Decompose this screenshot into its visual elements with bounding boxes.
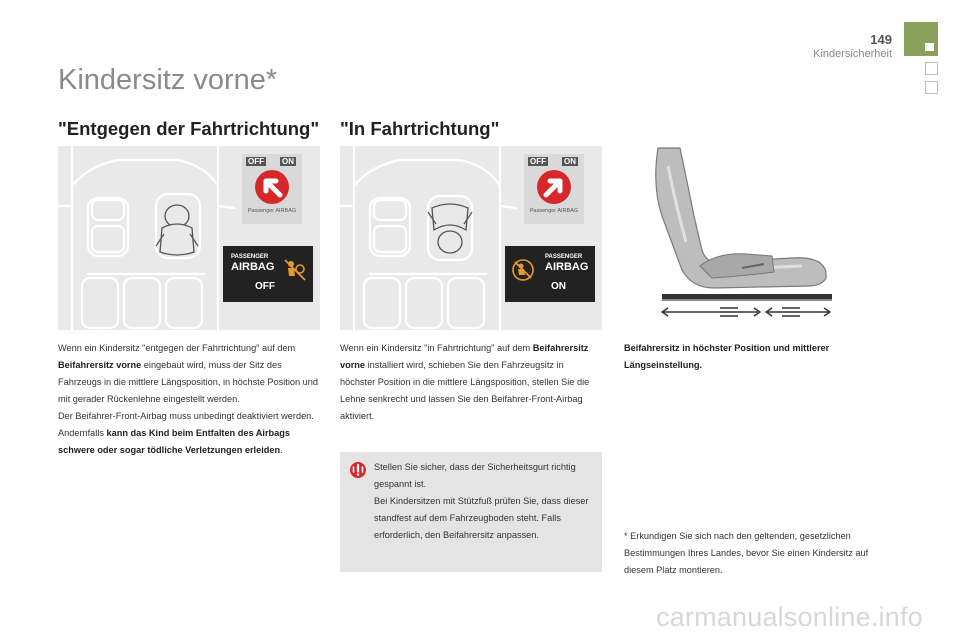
para1-bold: Beifahrersitz vorne [58,360,142,370]
para-bold: Beifahrersitz vorne [340,343,589,370]
rearward-seat-illustration [58,146,320,330]
switch-caption: Passenger AIRBAG [529,208,579,214]
para1-text-c: eingebaut wird, muss der Sitz des Fahrzeugs in die mittlere Längsposition, in höchste Position und mit gerader Rückenlehne eingestellt werden. [58,360,318,404]
switch-on-label: ON [564,157,576,166]
page-number: 149 [870,32,892,47]
passenger-airbag-off-icon [511,258,535,282]
indicator-line2: AIRBAG [545,261,589,273]
switch-caption: Passenger AIRBAG [247,208,297,214]
indicator-line1: PASSENGER [545,254,583,260]
airbag-indicator-on [505,246,595,302]
passenger-seat-side-illustration [622,146,834,324]
para2-text-a: Der Beifahrer-Front-Airbag muss unbedingt deaktiviert werden. Andernfalls [58,411,314,438]
switch-off-label: OFF [248,157,264,166]
indicator-state: OFF [255,281,275,292]
para2-bold: kann das Kind beim Entfalten des Airbags schwere oder sogar tödliche Verletzungen erleiden [58,428,290,455]
forward-instructions [340,340,598,425]
airbag-indicator-off [223,246,313,302]
airbag-switch-off-icon [254,169,290,205]
chapter-tab [904,22,938,56]
section-name: Kindersicherheit [813,48,892,60]
switch-on-label: ON [282,157,294,166]
warning-text [374,459,596,544]
footnote [624,528,894,579]
indicator-state: ON [551,281,566,292]
switch-off-label: OFF [530,157,546,166]
forward-seat-illustration [340,146,602,330]
footnote-text: Erkundigen Sie sich nach den geltenden, gesetzlichen Bestimmungen Ihres Landes, bevor Sie einen Kindersitz auf diesem Platz montieren. [624,531,869,575]
chapter-tab-mark [925,43,934,51]
passenger-airbag-off-icon [283,258,307,282]
footnote-star: * [624,531,628,541]
heading-forward: "In Fahrtrichtung" [340,118,500,139]
seat-side-view [622,146,834,324]
chapter-tab-empty-2 [925,81,938,94]
airbag-switch-middle [524,154,584,224]
para1-text-a: Wenn ein Kindersitz "entgegen der Fahrtrichtung" auf dem [58,343,296,353]
para-text-c: installiert wird, schieben Sie den Fahrzeugsitz in höchster Position in die mittlere Längsposition, stellen Sie die Lehne senkrecht und lassen Sie den Beifahrer-Front-Airbag aktiviert. [340,360,590,421]
indicator-line1: PASSENGER [231,254,269,260]
watermark: carmanualsonline.info [656,602,923,632]
para2-text-c: . [280,445,283,455]
airbag-switch-left [242,154,302,224]
warning-line1: Stellen Sie sicher, dass der Sicherheitsgurt richtig gespannt ist. [374,462,576,489]
airbag-switch-on-icon [536,169,572,205]
warning-line2: Bei Kindersitzen mit Stützfuß prüfen Sie, dass dieser standfest auf dem Fahrzeugboden steht. Falls erforderlich, den Beifahrersitz anpassen. [374,496,589,540]
warning-icon [350,462,366,478]
seat-position-caption: Beifahrersitz in höchster Position und mittlerer Längseinstellung. [624,343,830,370]
page-title: Kindersitz vorne* [58,64,278,96]
heading-rearward: "Entgegen der Fahrtrichtung" [58,118,320,139]
rearward-instructions [58,340,324,459]
para-text-a: Wenn ein Kindersitz "in Fahrtrichtung" auf dem [340,343,533,353]
chapter-tab-empty-1 [925,62,938,75]
indicator-line2: AIRBAG [231,261,275,273]
